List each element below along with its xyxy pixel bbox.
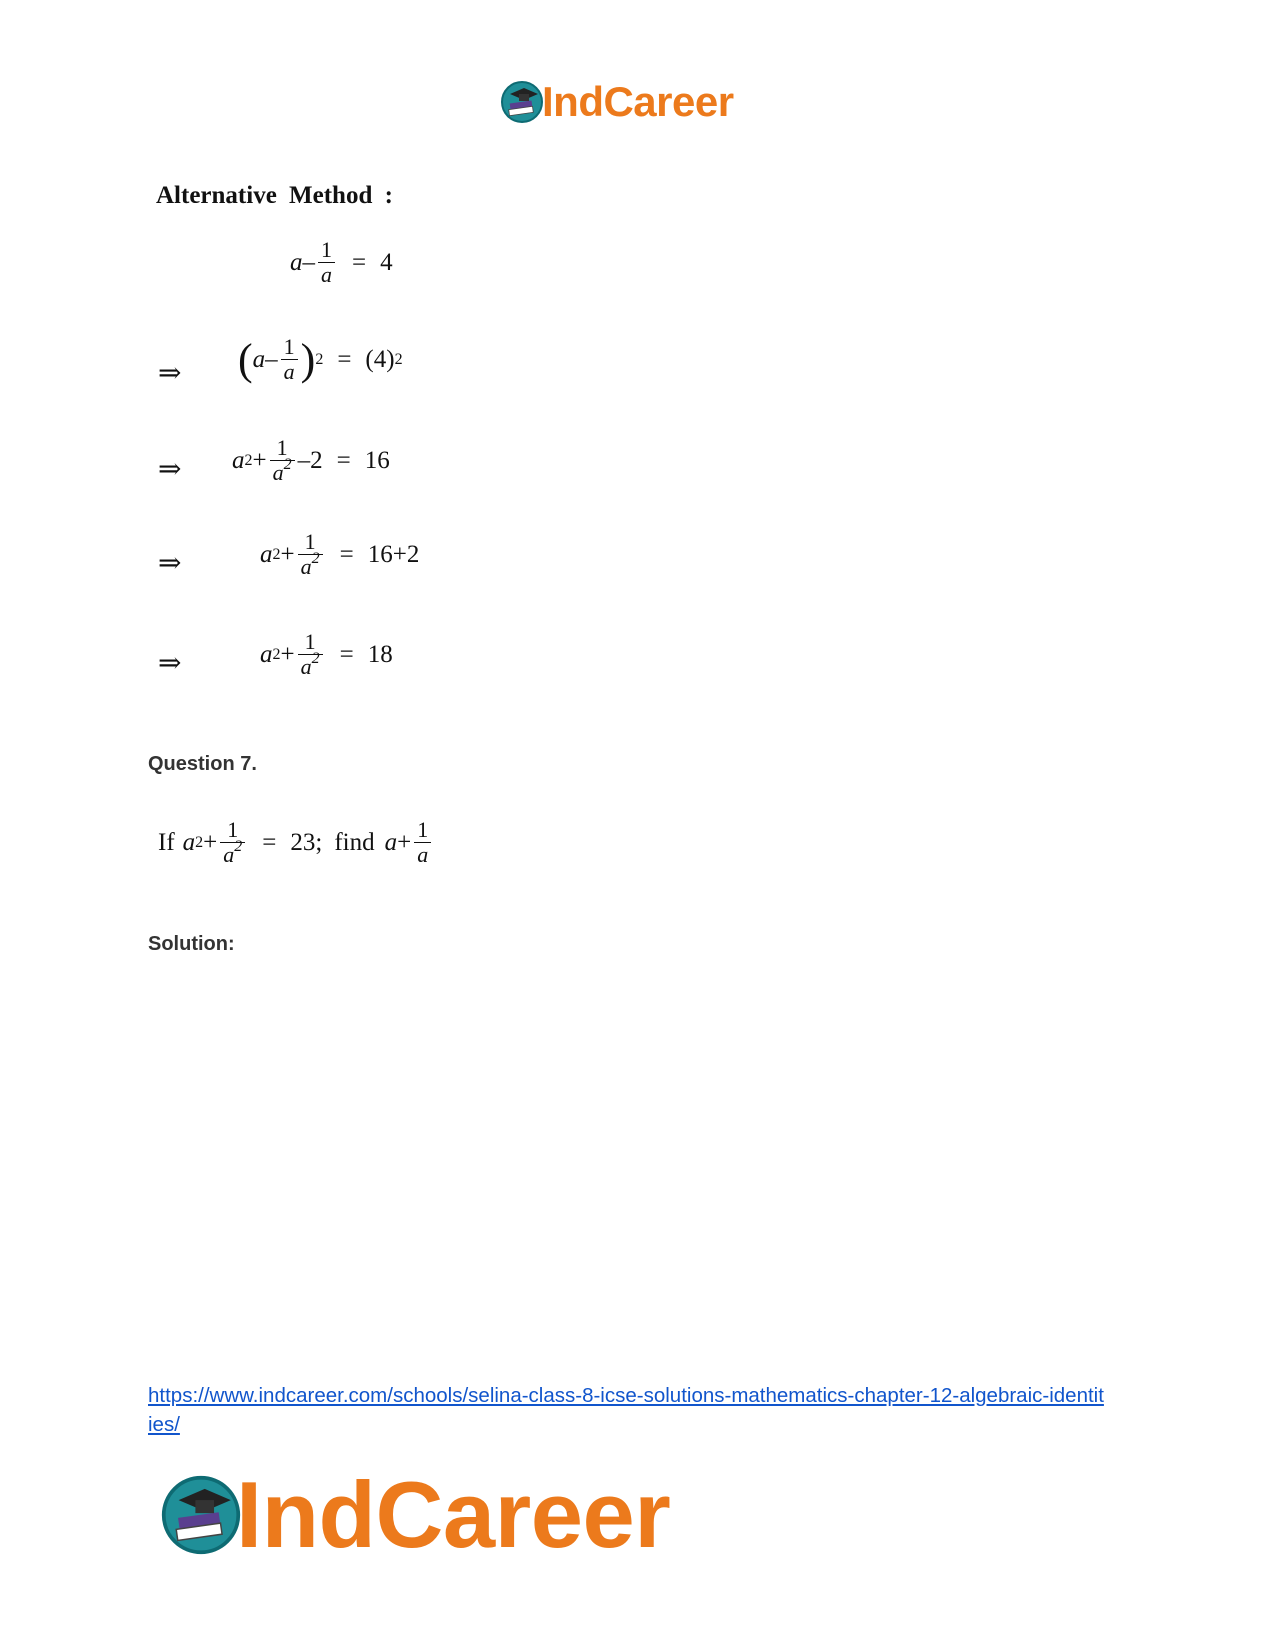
- logo-emblem-icon: [500, 80, 544, 124]
- var-a: a: [252, 345, 266, 373]
- plus-sign: +: [280, 540, 295, 568]
- numerator: 1: [321, 237, 332, 262]
- rhs-value: 16: [364, 446, 390, 474]
- den-exponent: 2: [283, 456, 292, 473]
- fraction: [298, 530, 323, 579]
- equation-step-5: a 2 + $\frac{1}{a^2}$ = 18: [260, 629, 393, 679]
- if-text: If: [158, 828, 175, 856]
- denominator: a: [281, 359, 298, 384]
- left-paren: (: [238, 334, 253, 384]
- denominator: [270, 456, 295, 485]
- var-a: a: [260, 540, 273, 568]
- var-a: a: [290, 248, 303, 276]
- plus-sign: +: [280, 640, 295, 668]
- var-a: a: [232, 446, 245, 474]
- equation-step-3: a 2 + $\frac{1}{a^2}$ –2 = 16: [232, 435, 390, 485]
- var-a: a: [260, 640, 273, 668]
- var-a: a: [384, 828, 398, 856]
- implies-arrow: ⇒: [158, 358, 182, 389]
- logo-text: IndCareer: [542, 78, 734, 125]
- plus-sign: +: [252, 446, 267, 474]
- fraction: [220, 818, 245, 867]
- minus-two: –2: [297, 446, 323, 474]
- equals-sign: =: [339, 540, 354, 568]
- denominator: a: [414, 842, 431, 867]
- fraction: [270, 436, 295, 485]
- fraction: [281, 335, 298, 384]
- numerator: 1: [276, 435, 288, 460]
- alternative-method-heading: Alternative Method :: [156, 182, 393, 209]
- denominator: [220, 838, 245, 867]
- implies-arrow: ⇒: [158, 648, 182, 679]
- numerator: 1: [227, 817, 239, 842]
- numerator: 1: [283, 334, 295, 359]
- rhs-value: 4: [380, 248, 393, 276]
- fraction: [298, 630, 323, 679]
- equals-sign: =: [337, 345, 352, 373]
- rhs-value: 16+2: [367, 540, 420, 568]
- rhs-value: 18: [367, 640, 393, 668]
- plus-sign: +: [397, 828, 412, 856]
- minus-sign: –: [302, 248, 315, 276]
- equals-sign: =: [339, 640, 354, 668]
- question-equation: If a 2 + $\frac{1}{a^2}$ = 23; find a + $\frac{1}{a}$: [158, 818, 434, 867]
- den-var: a: [223, 842, 235, 867]
- equals-sign: =: [262, 828, 277, 856]
- den-var: a: [300, 554, 312, 579]
- implies-arrow: ⇒: [158, 548, 182, 579]
- find-text: find: [334, 828, 375, 856]
- header-logo: [500, 78, 734, 126]
- question-label: Question 7.: [148, 753, 257, 775]
- right-paren: ): [300, 334, 316, 384]
- var-a: a: [182, 828, 196, 856]
- den-exponent: 2: [234, 838, 243, 855]
- den-var: a: [300, 654, 312, 679]
- rhs-value: 23;: [290, 828, 323, 856]
- fraction: [414, 818, 431, 867]
- den-var: a: [272, 460, 284, 485]
- equation-step-1: [290, 238, 393, 287]
- equation-step-4: a 2 + $\frac{1}{a^2}$ = 16+2: [260, 529, 420, 579]
- fraction: [318, 238, 335, 287]
- numerator: 1: [304, 629, 316, 654]
- equals-sign: =: [336, 446, 351, 474]
- numerator: 1: [417, 817, 429, 842]
- numerator: 1: [304, 529, 316, 554]
- den-exponent: 2: [311, 550, 320, 567]
- implies-arrow: ⇒: [158, 454, 182, 485]
- equals-sign: =: [352, 248, 367, 276]
- logo-emblem-icon: [160, 1474, 242, 1556]
- denominator: [298, 550, 323, 579]
- equation-step-2: ( a – $\frac{1}{a}$ ) 2 = (4) 2: [238, 334, 403, 384]
- plus-sign: +: [203, 828, 218, 856]
- rhs-value: (4): [365, 345, 395, 373]
- solution-label: Solution:: [148, 933, 235, 955]
- denominator: [298, 650, 323, 679]
- den-exponent: 2: [311, 650, 320, 667]
- footer-logo: [160, 1462, 671, 1567]
- minus-sign: –: [265, 345, 278, 373]
- source-link[interactable]: https://www.indcareer.com/schools/selina-class-8-icse-solutions-mathematics-chapter-12-algebraic-identities/: [148, 1384, 1104, 1436]
- denominator: a: [318, 262, 335, 287]
- logo-text: IndCareer: [236, 1462, 671, 1567]
